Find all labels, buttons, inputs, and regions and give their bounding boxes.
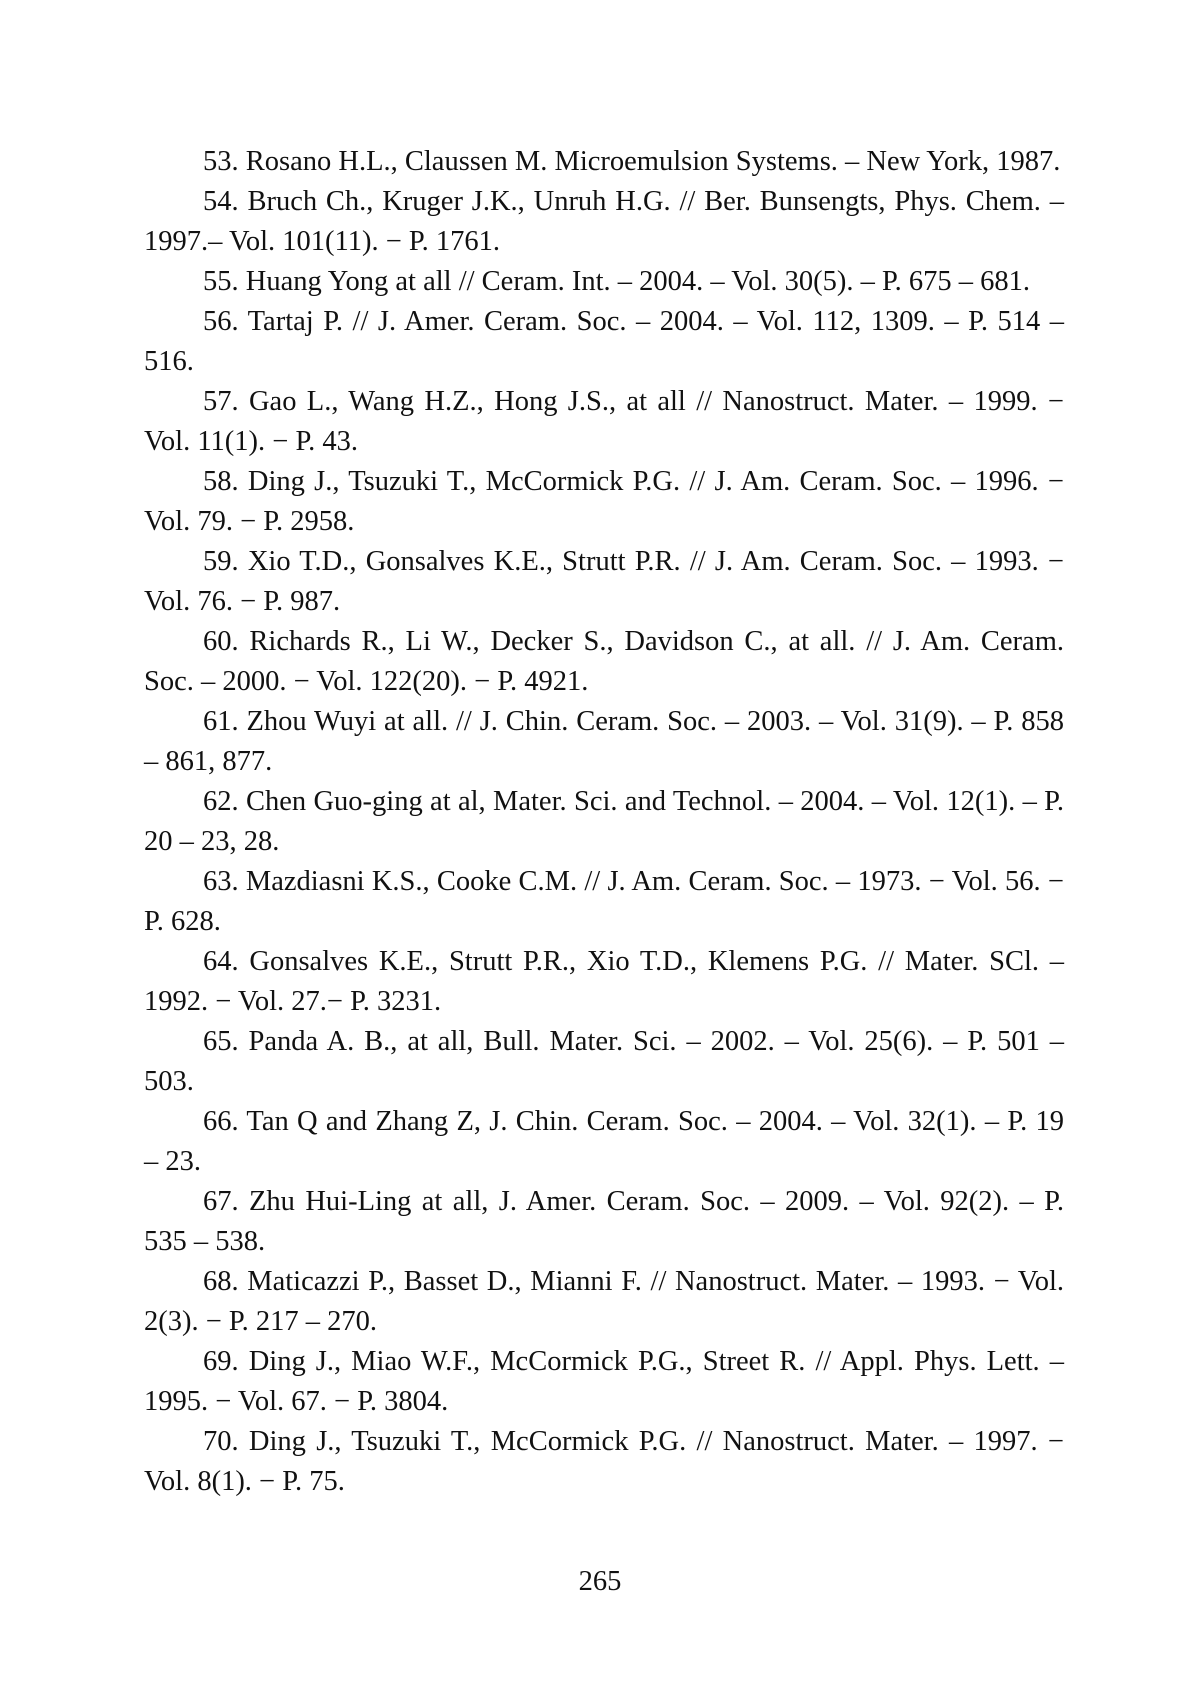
reference-item: 55. Huang Yong at all // Ceram. Int. – 2004. – Vol. 30(5). – P. 675 – 681. xyxy=(203,266,1031,297)
reference-item: 67. Zhu Hui-Ling at all, J. Amer. Ceram. Soc. – 2009. – Vol. 92(2). – P. 535 – 538. xyxy=(144,1186,1064,1257)
reference-item: 70. Ding J., Tsuzuki T., McCormick P.G. // Nanostruct. Mater. – 1997. − Vol. 8(1). − P. 75. xyxy=(144,1426,1064,1497)
reference-item: 61. Zhou Wuyi at all. // J. Chin. Ceram. Soc. – 2003. – Vol. 31(9). – P. 858 – 861, 877. xyxy=(144,706,1064,777)
reference-item: 62. Chen Guo-ging at al, Mater. Sci. and Technol. – 2004. – Vol. 12(1). – P. 20 – 23, 28. xyxy=(144,786,1064,857)
reference-item: 59. Xio T.D., Gonsalves K.E., Strutt P.R. // J. Am. Ceram. Soc. – 1993. − Vol. 76. − P. 987. xyxy=(144,546,1064,617)
page-number: 265 xyxy=(578,1566,622,1597)
reference-item: 56. Tartaj P. // J. Amer. Ceram. Soc. – 2004. – Vol. 112, 1309. – P. 514 – 516. xyxy=(144,306,1064,377)
reference-item: 57. Gao L., Wang H.Z., Hong J.S., at all // Nanostruct. Mater. – 1999. − Vol. 11(1). − P. 43. xyxy=(144,386,1064,457)
reference-item: 53. Rosano H.L., Claussen M. Microemulsion Systems. – New York, 1987. xyxy=(203,146,1061,177)
reference-item: 63. Mazdiasni K.S., Cooke C.M. // J. Am. Ceram. Soc. – 1973. − Vol. 56. − P. 628. xyxy=(144,866,1064,937)
reference-list xyxy=(144,142,1064,1502)
reference-item: 69. Ding J., Miao W.F., McCormick P.G., Street R. // Appl. Phys. Lett. – 1995. − Vol. 67. − P. 3804. xyxy=(144,1346,1064,1417)
reference-item: 58. Ding J., Tsuzuki T., McCormick P.G. // J. Am. Ceram. Soc. – 1996. − Vol. 79. − P. 2958. xyxy=(144,466,1064,537)
reference-item: 54. Bruch Ch., Kruger J.K., Unruh H.G. // Ber. Bunsengts, Phys. Chem. – 1997.– Vol. 101(11). − P. 1761. xyxy=(144,186,1064,257)
reference-item: 60. Richards R., Li W., Decker S., Davidson C., at all. // J. Am. Ceram. Soc. – 2000. − Vol. 122(20). − P. 4921. xyxy=(144,626,1064,697)
reference-item: 65. Panda A. B., at all, Bull. Mater. Sci. – 2002. – Vol. 25(6). – P. 501 – 503. xyxy=(144,1026,1064,1097)
reference-item: 66. Tan Q and Zhang Z, J. Chin. Ceram. Soc. – 2004. – Vol. 32(1). – P. 19 – 23. xyxy=(144,1106,1064,1177)
reference-item: 64. Gonsalves K.E., Strutt P.R., Xio T.D., Klemens P.G. // Mater. SCl. – 1992. − Vol. 27.− P. 3231. xyxy=(144,946,1064,1017)
reference-item: 68. Maticazzi P., Basset D., Mianni F. // Nanostruct. Mater. – 1993. − Vol. 2(3). − P. 217 – 270. xyxy=(144,1266,1064,1337)
